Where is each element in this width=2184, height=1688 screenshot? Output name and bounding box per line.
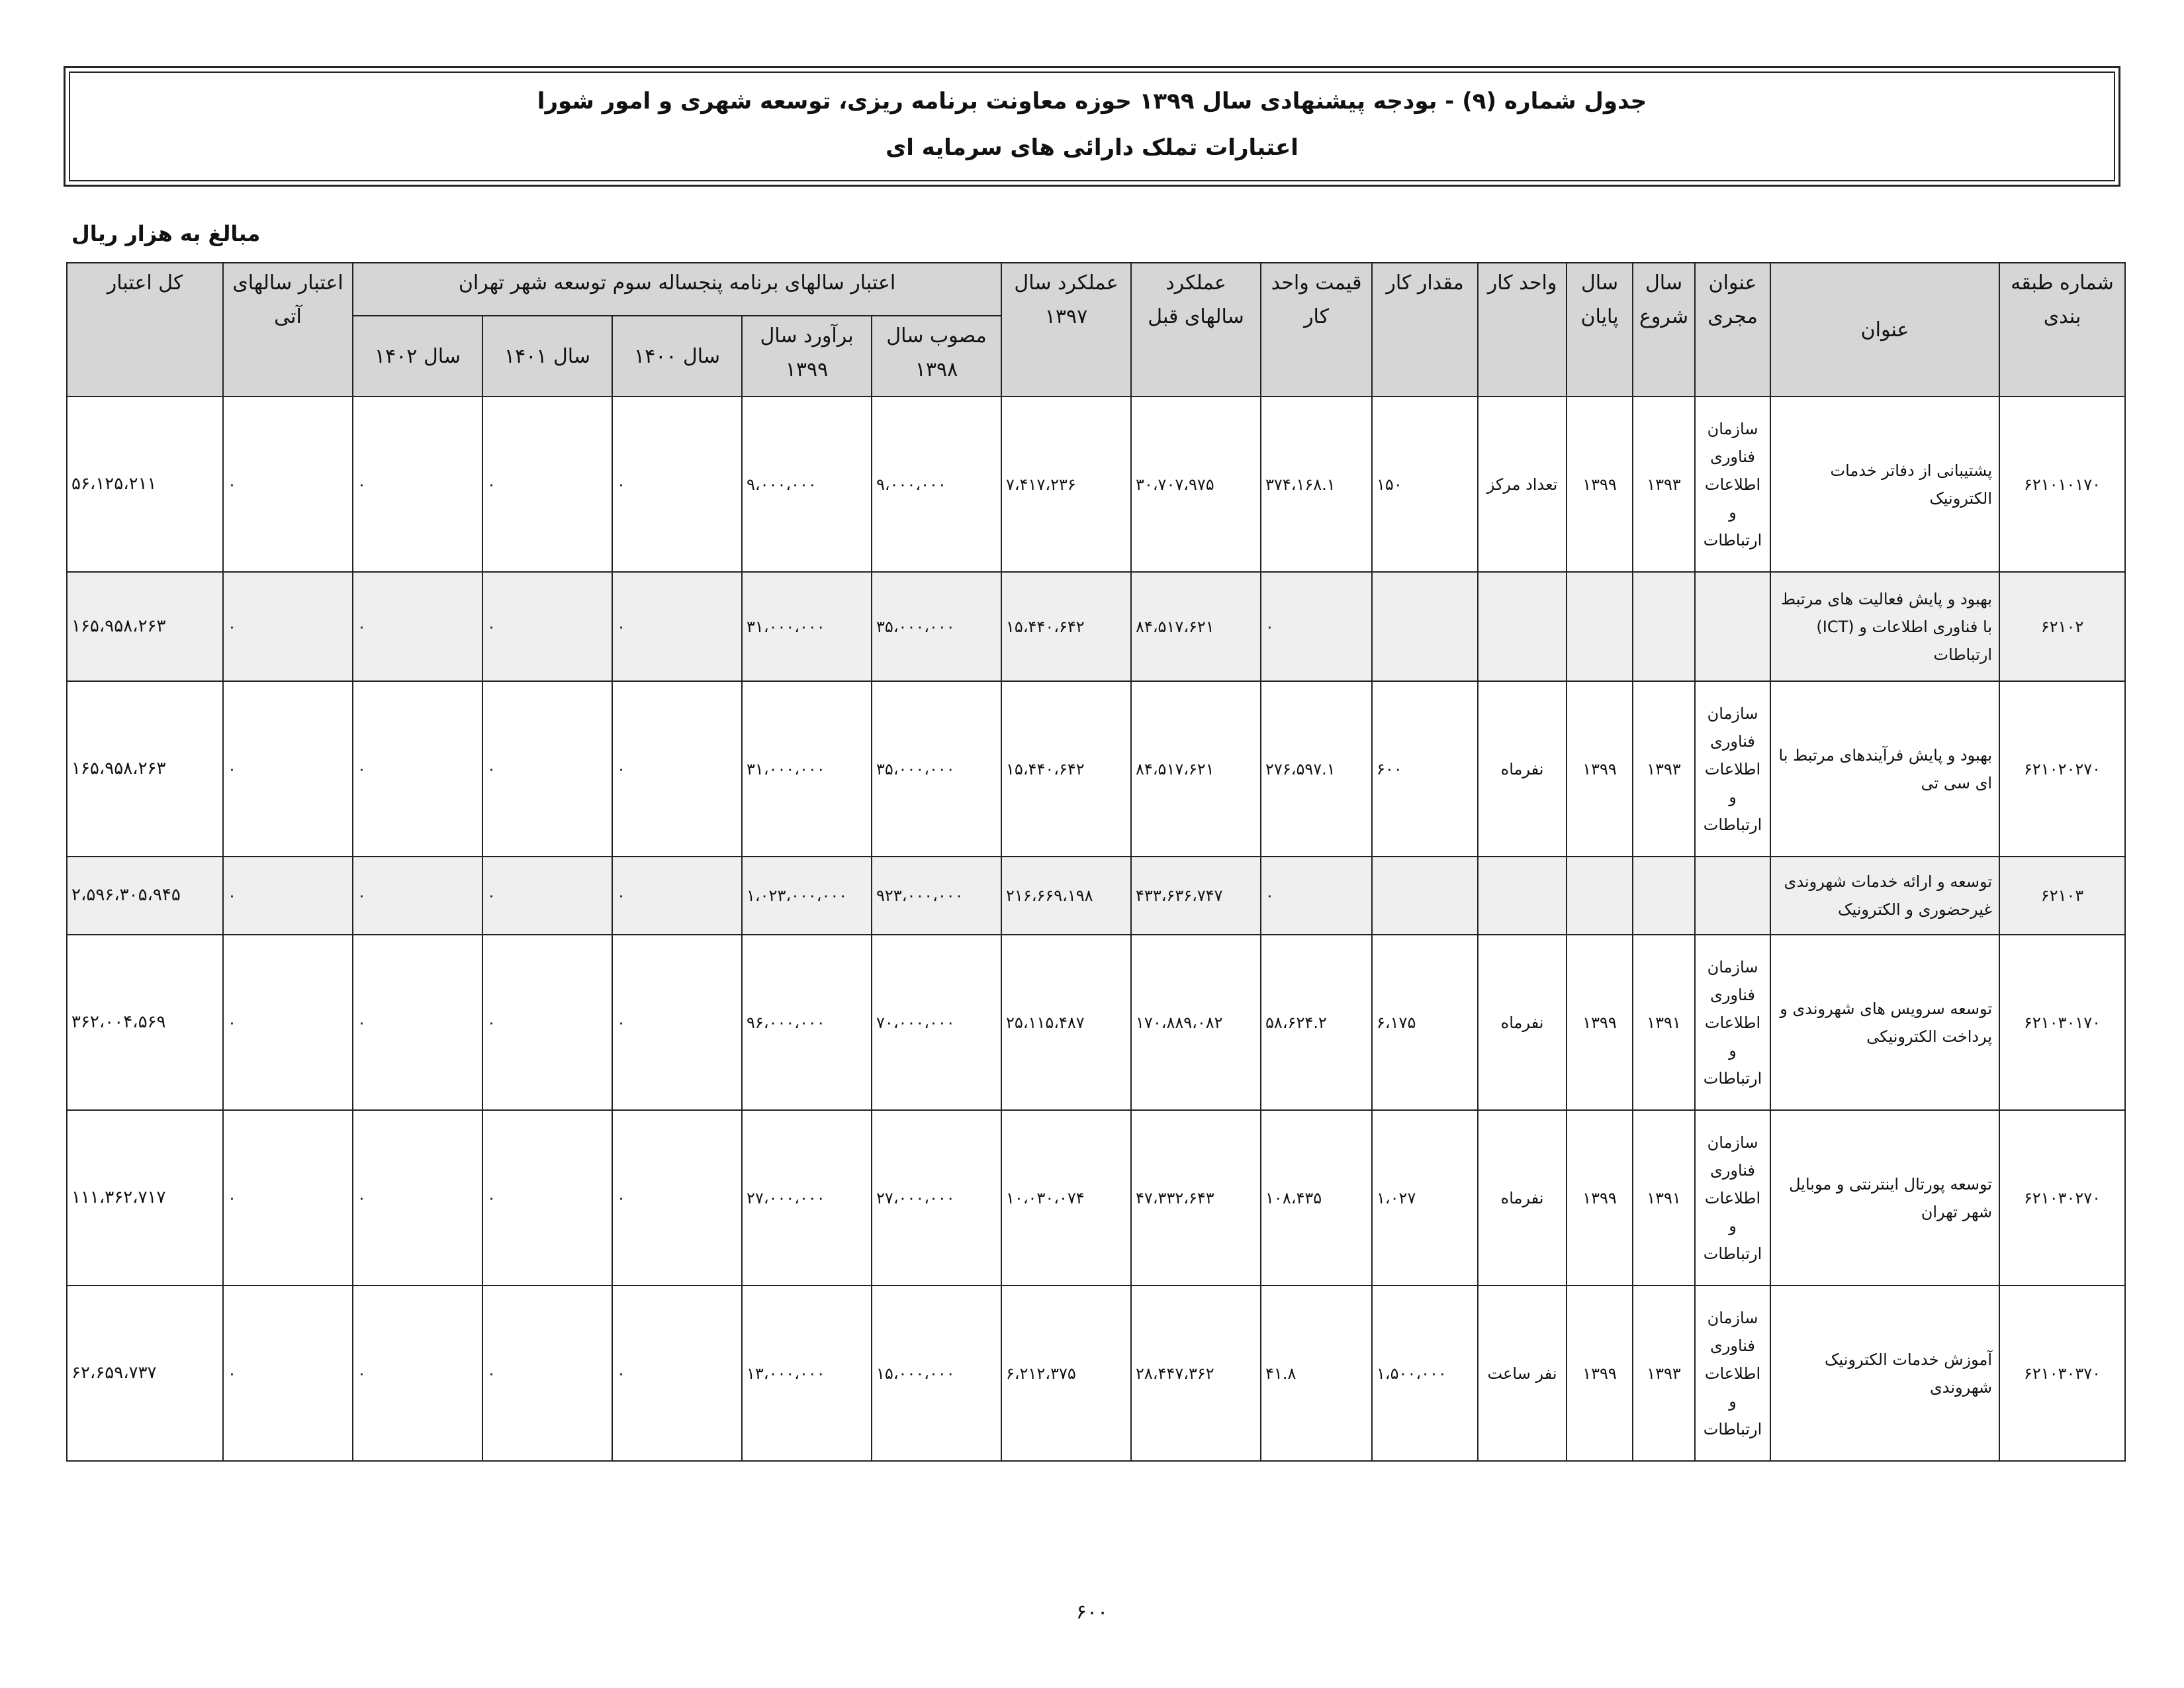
cell-total-credit: ۳۶۲،۰۰۴،۵۶۹ (67, 935, 223, 1110)
cell-approved-1398: ۹۲۳،۰۰۰،۰۰۰ (872, 857, 1001, 935)
cell-total-credit: ۶۲،۶۵۹،۷۳۷ (67, 1286, 223, 1461)
cell-title: بهبود و پایش فرآیندهای مرتبط با ای سی تی (1770, 681, 1999, 857)
cell-work-qty (1372, 572, 1478, 681)
cell-year-1400: ۰ (612, 857, 742, 935)
cell-total-credit: ۱۱۱،۳۶۲،۷۱۷ (67, 1110, 223, 1286)
cell-work-unit: نفرماه (1478, 935, 1567, 1110)
cell-title: آموزش خدمات الکترونیک شهروندی (1770, 1286, 1999, 1461)
cell-end-year: ۱۳۹۹ (1567, 397, 1633, 572)
cell-year-1402: ۰ (353, 397, 482, 572)
budget-table (66, 262, 2126, 1462)
cell-unit-price: ۰ (1261, 572, 1372, 681)
cell-executor (1695, 572, 1770, 681)
cell-prior-performance: ۴۳۳،۶۳۶،۷۴۷ (1131, 857, 1261, 935)
cell-estimate-1399: ۳۱،۰۰۰،۰۰۰ (742, 572, 872, 681)
cell-title: پشتیبانی از دفاتر خدمات الکترونیک (1770, 397, 1999, 572)
cell-end-year: ۱۳۹۹ (1567, 1286, 1633, 1461)
header-work-unit: واحد کار (1478, 263, 1567, 397)
header-year-1401: سال ۱۴۰۱ (482, 316, 612, 397)
header-prior-performance: عملکرد سالهای قبل (1131, 263, 1261, 397)
header-approved-1398: مصوب سال ۱۳۹۸ (872, 316, 1001, 397)
header-title: عنوان (1770, 263, 1999, 397)
cell-year-1401: ۰ (482, 397, 612, 572)
cell-prior-performance: ۸۴،۵۱۷،۶۲۱ (1131, 572, 1261, 681)
cell-end-year (1567, 857, 1633, 935)
table-title: جدول شماره (۹) - بودجه پیشنهادی سال ۱۳۹۹ حوزه معاونت برنامه ریزی، توسعه شهری و امور شورا (537, 88, 1647, 115)
cell-class-no: ۶۲۱۰۳۰۱۷۰ (1999, 935, 2125, 1110)
cell-start-year: ۱۳۹۳ (1633, 397, 1695, 572)
cell-estimate-1399: ۱۳،۰۰۰،۰۰۰ (742, 1286, 872, 1461)
cell-approved-1398: ۹،۰۰۰،۰۰۰ (872, 397, 1001, 572)
cell-year-1402: ۰ (353, 572, 482, 681)
cell-work-qty: ۱،۵۰۰،۰۰۰ (1372, 1286, 1478, 1461)
cell-title: توسعه سرویس های شهروندی و پرداخت الکترونیکی (1770, 935, 1999, 1110)
page-number: ۶۰۰ (1075, 1601, 1109, 1624)
cell-prior-performance: ۲۸،۴۴۷،۳۶۲ (1131, 1286, 1261, 1461)
cell-year-1402: ۰ (353, 935, 482, 1110)
cell-year-1402: ۰ (353, 681, 482, 857)
cell-title: توسعه پورتال اینترنتی و موبایل شهر تهران (1770, 1110, 1999, 1286)
cell-total-credit: ۵۶،۱۲۵،۲۱۱ (67, 397, 223, 572)
cell-unit-price: ۳۷۴،۱۶۸.۱ (1261, 397, 1372, 572)
cell-work-unit: تعداد مرکز (1478, 397, 1567, 572)
header-program-years: اعتبار سالهای برنامه پنجساله سوم توسعه شهر تهران (353, 263, 1001, 316)
cell-year-1400: ۰ (612, 935, 742, 1110)
cell-start-year: ۱۳۹۳ (1633, 681, 1695, 857)
cell-future-credit: ۰ (223, 681, 353, 857)
table-row (67, 857, 2125, 935)
table-header (67, 263, 2125, 397)
table-row (67, 935, 2125, 1110)
cell-performance-1397: ۶،۲۱۲،۳۷۵ (1001, 1286, 1131, 1461)
header-performance-1397: عملکرد سال ۱۳۹۷ (1001, 263, 1131, 397)
cell-prior-performance: ۴۷،۳۳۲،۶۴۳ (1131, 1110, 1261, 1286)
cell-class-no: ۶۲۱۰۳۰۳۷۰ (1999, 1286, 2125, 1461)
table-subtitle: اعتبارات تملک دارائی های سرمایه ای (886, 134, 1298, 161)
cell-end-year (1567, 572, 1633, 681)
cell-class-no: ۶۲۱۰۲ (1999, 572, 2125, 681)
header-work-qty: مقدار کار (1372, 263, 1478, 397)
cell-work-unit: نفرماه (1478, 681, 1567, 857)
cell-executor (1695, 857, 1770, 935)
cell-work-unit (1478, 572, 1567, 681)
cell-unit-price: ۵۸،۶۲۴.۲ (1261, 935, 1372, 1110)
cell-work-unit (1478, 857, 1567, 935)
cell-year-1402: ۰ (353, 857, 482, 935)
cell-future-credit: ۰ (223, 572, 353, 681)
header-year-1400: سال ۱۴۰۰ (612, 316, 742, 397)
cell-total-credit: ۱۶۵،۹۵۸،۲۶۳ (67, 681, 223, 857)
cell-year-1401: ۰ (482, 935, 612, 1110)
cell-total-credit: ۱۶۵،۹۵۸،۲۶۳ (67, 572, 223, 681)
cell-estimate-1399: ۲۷،۰۰۰،۰۰۰ (742, 1110, 872, 1286)
cell-start-year: ۱۳۹۱ (1633, 935, 1695, 1110)
cell-future-credit: ۰ (223, 1110, 353, 1286)
cell-year-1401: ۰ (482, 572, 612, 681)
cell-performance-1397: ۷،۴۱۷،۲۳۶ (1001, 397, 1131, 572)
table-row (67, 681, 2125, 857)
cell-class-no: ۶۲۱۰۳۰۲۷۰ (1999, 1110, 2125, 1286)
cell-work-unit: نفرماه (1478, 1110, 1567, 1286)
cell-unit-price: ۰ (1261, 857, 1372, 935)
cell-work-qty: ۱۵۰ (1372, 397, 1478, 572)
cell-year-1401: ۰ (482, 1110, 612, 1286)
table-body (67, 397, 2125, 1461)
cell-approved-1398: ۳۵،۰۰۰،۰۰۰ (872, 572, 1001, 681)
header-start-year: سال شروع (1633, 263, 1695, 397)
cell-year-1400: ۰ (612, 397, 742, 572)
cell-class-no: ۶۲۱۰۲۰۲۷۰ (1999, 681, 2125, 857)
cell-performance-1397: ۱۵،۴۴۰،۶۴۲ (1001, 681, 1131, 857)
cell-executor: سازمان فناوری اطلاعات و ارتباطات (1695, 397, 1770, 572)
header-end-year: سال پایان (1567, 263, 1633, 397)
table-title-box (64, 66, 2120, 187)
cell-year-1401: ۰ (482, 1286, 612, 1461)
cell-performance-1397: ۲۵،۱۱۵،۴۸۷ (1001, 935, 1131, 1110)
cell-unit-price: ۴۱.۸ (1261, 1286, 1372, 1461)
currency-unit-note: مبالغ به هزار ریال (71, 221, 261, 246)
cell-start-year: ۱۳۹۳ (1633, 1286, 1695, 1461)
cell-class-no: ۶۲۱۰۱۰۱۷۰ (1999, 397, 2125, 572)
cell-start-year (1633, 857, 1695, 935)
cell-estimate-1399: ۹،۰۰۰،۰۰۰ (742, 397, 872, 572)
cell-performance-1397: ۱۵،۴۴۰،۶۴۲ (1001, 572, 1131, 681)
cell-future-credit: ۰ (223, 397, 353, 572)
cell-executor: سازمان فناوری اطلاعات و ارتباطات (1695, 1286, 1770, 1461)
cell-work-qty (1372, 857, 1478, 935)
cell-executor: سازمان فناوری اطلاعات و ارتباطات (1695, 935, 1770, 1110)
cell-unit-price: ۱۰۸،۴۳۵ (1261, 1110, 1372, 1286)
cell-executor: سازمان فناوری اطلاعات و ارتباطات (1695, 681, 1770, 857)
cell-work-unit: نفر ساعت (1478, 1286, 1567, 1461)
cell-estimate-1399: ۳۱،۰۰۰،۰۰۰ (742, 681, 872, 857)
header-class-no: شماره طبقه بندی (1999, 263, 2125, 397)
cell-start-year (1633, 572, 1695, 681)
header-year-1402: سال ۱۴۰۲ (353, 316, 482, 397)
cell-end-year: ۱۳۹۹ (1567, 681, 1633, 857)
cell-start-year: ۱۳۹۱ (1633, 1110, 1695, 1286)
cell-total-credit: ۲،۵۹۶،۳۰۵،۹۴۵ (67, 857, 223, 935)
cell-year-1400: ۰ (612, 681, 742, 857)
cell-year-1400: ۰ (612, 1286, 742, 1461)
cell-title: بهبود و پایش فعالیت های مرتبط با فناوری اطلاعات و (ICT) ارتباطات (1770, 572, 1999, 681)
cell-work-qty: ۶،۱۷۵ (1372, 935, 1478, 1110)
cell-estimate-1399: ۹۶،۰۰۰،۰۰۰ (742, 935, 872, 1110)
cell-future-credit: ۰ (223, 857, 353, 935)
cell-year-1400: ۰ (612, 572, 742, 681)
cell-end-year: ۱۳۹۹ (1567, 1110, 1633, 1286)
table-row (67, 397, 2125, 572)
table-row (67, 1286, 2125, 1461)
cell-year-1400: ۰ (612, 1110, 742, 1286)
cell-future-credit: ۰ (223, 1286, 353, 1461)
header-total-credit: کل اعتبار (67, 263, 223, 397)
cell-prior-performance: ۳۰،۷۰۷،۹۷۵ (1131, 397, 1261, 572)
cell-year-1401: ۰ (482, 681, 612, 857)
cell-work-qty: ۶۰۰ (1372, 681, 1478, 857)
cell-year-1402: ۰ (353, 1110, 482, 1286)
cell-class-no: ۶۲۱۰۳ (1999, 857, 2125, 935)
cell-performance-1397: ۲۱۶،۶۶۹،۱۹۸ (1001, 857, 1131, 935)
table-row (67, 1110, 2125, 1286)
header-unit-price: قیمت واحد کار (1261, 263, 1372, 397)
header-executor: عنوان مجری (1695, 263, 1770, 397)
cell-approved-1398: ۲۷،۰۰۰،۰۰۰ (872, 1110, 1001, 1286)
cell-executor: سازمان فناوری اطلاعات و ارتباطات (1695, 1110, 1770, 1286)
cell-estimate-1399: ۱،۰۲۳،۰۰۰،۰۰۰ (742, 857, 872, 935)
header-estimate-1399: برآورد سال ۱۳۹۹ (742, 316, 872, 397)
cell-approved-1398: ۷۰،۰۰۰،۰۰۰ (872, 935, 1001, 1110)
cell-future-credit: ۰ (223, 935, 353, 1110)
header-future-credit: اعتبار سالهای آتی (223, 263, 353, 397)
cell-prior-performance: ۱۷۰،۸۸۹،۰۸۲ (1131, 935, 1261, 1110)
cell-end-year: ۱۳۹۹ (1567, 935, 1633, 1110)
cell-unit-price: ۲۷۶،۵۹۷.۱ (1261, 681, 1372, 857)
table-row (67, 572, 2125, 681)
cell-work-qty: ۱،۰۲۷ (1372, 1110, 1478, 1286)
cell-title: توسعه و ارائه خدمات شهروندی غیرحضوری و الکترونیک (1770, 857, 1999, 935)
cell-year-1401: ۰ (482, 857, 612, 935)
cell-approved-1398: ۳۵،۰۰۰،۰۰۰ (872, 681, 1001, 857)
cell-performance-1397: ۱۰،۰۳۰،۰۷۴ (1001, 1110, 1131, 1286)
cell-prior-performance: ۸۴،۵۱۷،۶۲۱ (1131, 681, 1261, 857)
cell-year-1402: ۰ (353, 1286, 482, 1461)
cell-approved-1398: ۱۵،۰۰۰،۰۰۰ (872, 1286, 1001, 1461)
